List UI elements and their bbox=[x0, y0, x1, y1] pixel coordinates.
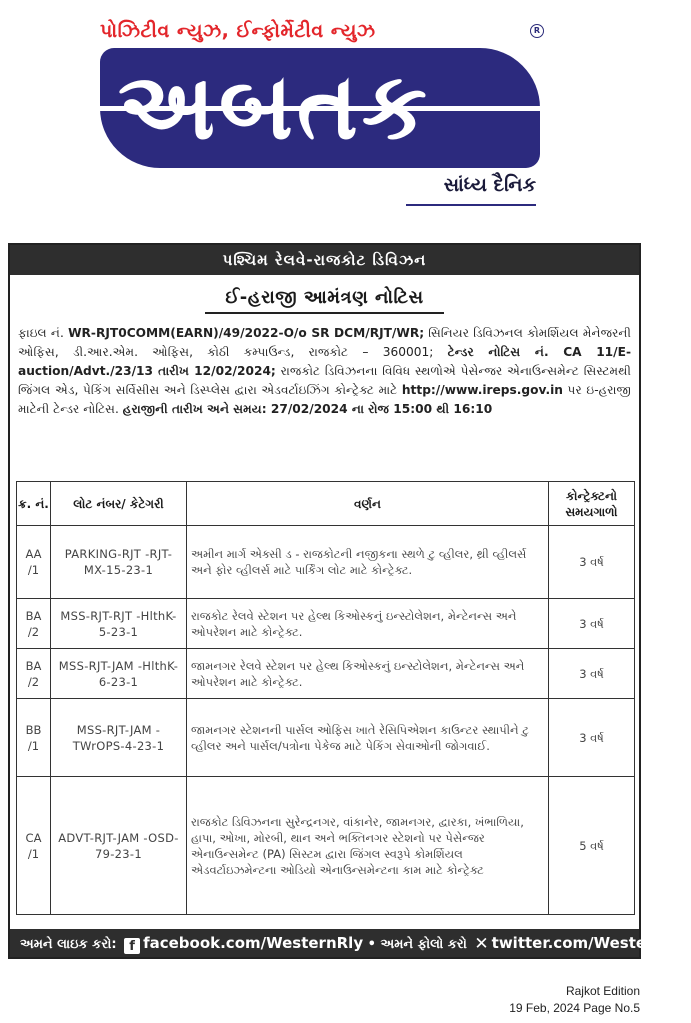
para-part-1: ફાઇલ નં. bbox=[18, 326, 69, 340]
row-description: રાજકોટ ડિવિઝનના સુરેન્દ્રનગર, વાંકાનેર, જામનગર, દ્વારકા, ખંભાળિયા, હાપા, ઓખા, મોરબી, થાન અને ભક્તિનગર સ્ટેશનો પર પેસેન્જર એનાઉન્સમેન્ટ (PA) સિસ્ટમ દ્વારા જિંગલ સ્વરૂપે કોમર્શિયલ એડવર્ટાઇઝમેન્ટના ઓડિયો એનાઉન્સમેન્ટના કામ માટે કોન્ટ્રેક્ટ bbox=[187, 777, 549, 915]
table-row bbox=[17, 649, 635, 699]
row-period: 5 વર્ષ bbox=[549, 777, 635, 915]
row-description: અમીન માર્ગ એક્સી ડ - રાજકોટની નજીકના સ્થળે ટુ વ્હીલર, થ્રી વ્હીલર્સ અને ફોર વ્હીલર્સ માટે પાર્કિંગ લોટ માટે કોન્ટ્રેક્ટ. bbox=[187, 526, 549, 599]
row-description: જામનગર રેલવે સ્ટેશન પર હેલ્થ કિઓસ્કનું ઇન્સ્ટોલેશન, મેન્ટેનન્સ અને ઓપરેશન માટે કોન્ટ્રેક્ટ. bbox=[187, 649, 549, 699]
edition-info bbox=[509, 983, 640, 1017]
follow-us-label: • અમને ફોલો કરો bbox=[367, 937, 467, 952]
facebook-icon: f bbox=[124, 938, 140, 954]
header-contract-period: કોન્ટ્રેક્ટનો સમયગાળો bbox=[549, 482, 635, 526]
table-row bbox=[17, 599, 635, 649]
header-lot-number: લોટ નંબર/ કેટેગરી bbox=[51, 482, 187, 526]
x-twitter-icon: ✕ bbox=[474, 934, 489, 954]
twitter-link[interactable]: twitter.com/WesternRly bbox=[491, 934, 691, 952]
row-period: 3 વર્ષ bbox=[549, 526, 635, 599]
notice-paragraph bbox=[18, 324, 631, 419]
masthead bbox=[100, 14, 550, 204]
table-row bbox=[17, 526, 635, 599]
registered-trademark-icon: R bbox=[530, 24, 544, 38]
railway-notice bbox=[8, 243, 691, 959]
ireps-link[interactable]: http://www.ireps.gov.in bbox=[401, 383, 563, 397]
table-row bbox=[17, 699, 635, 777]
row-description: રાજકોટ રેલવે સ્ટેશન પર હેલ્થ કિઓસ્કનું ઇન્સ્ટોલેશન, મેન્ટેનન્સ અને ઓપરેશન માટે કોન્ટ્રેક્ટ. bbox=[187, 599, 549, 649]
row-lot-number: MSS-RJT-JAM -HlthK-6-23-1 bbox=[51, 649, 187, 699]
row-description: જામનગર સ્ટેશનની પાર્સલ ઓફિસ ખાતે રેસિપિએશન કાઉન્ટર સ્થાપીને ટુ વ્હીલર અને પાર્સલ/પત્રોના પેકેજ માટે પેકિંગ સેવાઓની જોગવાઈ. bbox=[187, 699, 549, 777]
masthead-subtitle: સાંધ્ય દૈનિક bbox=[443, 174, 536, 196]
social-footer bbox=[10, 929, 691, 957]
division-banner: પશ્ચિમ રેલવે-રાજકોટ ડિવિઝન bbox=[10, 245, 639, 275]
para-part-4: પર ઇ-હરાજી માટેની ટેન્ડર નોટિસ. bbox=[18, 383, 631, 416]
row-period: 3 વર્ષ bbox=[549, 699, 635, 777]
subtitle-underline bbox=[406, 204, 536, 206]
header-description: વર્ણન bbox=[187, 482, 549, 526]
row-sr-no: CA /1 bbox=[17, 777, 51, 915]
file-number: WR-RJT0COMM(EARN)/49/2022-O/o SR DCM/RJT/WR; bbox=[68, 326, 425, 340]
like-us-label: અમને લાઇક કરો: bbox=[20, 937, 117, 952]
auction-deadline: હરાજીની તારીખ અને સમય: 27/02/2024 ના રોજ 15:00 થી 16:10 bbox=[122, 402, 493, 416]
edition-name: Rajkot Edition bbox=[565, 984, 640, 998]
table-header-row bbox=[17, 482, 635, 526]
row-sr-no: BB /1 bbox=[17, 699, 51, 777]
para-part-3: રાજકોટ ડિવિઝનના વિવિધ સ્થળોએ પેસેન્જર એનાઉન્સમેન્ટ સિસ્ટમથી જિંગલ એડ, પેકિંગ સર્વિસીસ અને ડિસ્પ્લેસ દ્વારા એડવર્ટાઇઝિંગ કોન્ટ્રેક્ટ માટે bbox=[18, 364, 631, 397]
row-lot-number: ADVT-RJT-JAM -OSD-79-23-1 bbox=[51, 777, 187, 915]
tender-number: ટેન્ડર નોટિસ નં. CA 11/E-auction/Advt./23/13 તારીખ 12/02/2024; bbox=[18, 345, 631, 378]
row-sr-no: BA /2 bbox=[17, 649, 51, 699]
row-lot-number: PARKING-RJT -RJT-MX-15-23-1 bbox=[51, 526, 187, 599]
table-row bbox=[17, 777, 635, 915]
tagline: પોઝિટીવ ન્યુઝ, ઈન્ફોર્મેટીવ ન્યુઝ bbox=[100, 20, 376, 42]
row-lot-number: MSS-RJT-RJT -HlthK-5-23-1 bbox=[51, 599, 187, 649]
edition-date-page: 19 Feb, 2024 Page No.5 bbox=[509, 1001, 640, 1015]
lots-table bbox=[16, 481, 635, 915]
row-sr-no: AA /1 bbox=[17, 526, 51, 599]
newspaper-logo bbox=[100, 48, 540, 168]
row-period: 3 વર્ષ bbox=[549, 649, 635, 699]
notice-title: ઈ-હરાજી આમંત્રણ નોટિસ bbox=[205, 287, 443, 314]
header-sr-no: ક્ર. નં. bbox=[17, 482, 51, 526]
row-sr-no: BA /2 bbox=[17, 599, 51, 649]
row-period: 3 વર્ષ bbox=[549, 599, 635, 649]
facebook-link[interactable]: facebook.com/WesternRly bbox=[143, 934, 364, 952]
row-lot-number: MSS-RJT-JAM -TWrOPS-4-23-1 bbox=[51, 699, 187, 777]
logo-text: અબતક bbox=[118, 53, 431, 160]
notice-title-wrap bbox=[10, 287, 639, 314]
para-part-2: સિનિયર ડિવિઝનલ કોમર્શિયલ મેનેજરની ઓફિસ, ડી.આર.એમ. ઓફિસ, કોઠી કમ્પાઉન્ડ, રાજકોટ – 360001; bbox=[18, 326, 631, 359]
